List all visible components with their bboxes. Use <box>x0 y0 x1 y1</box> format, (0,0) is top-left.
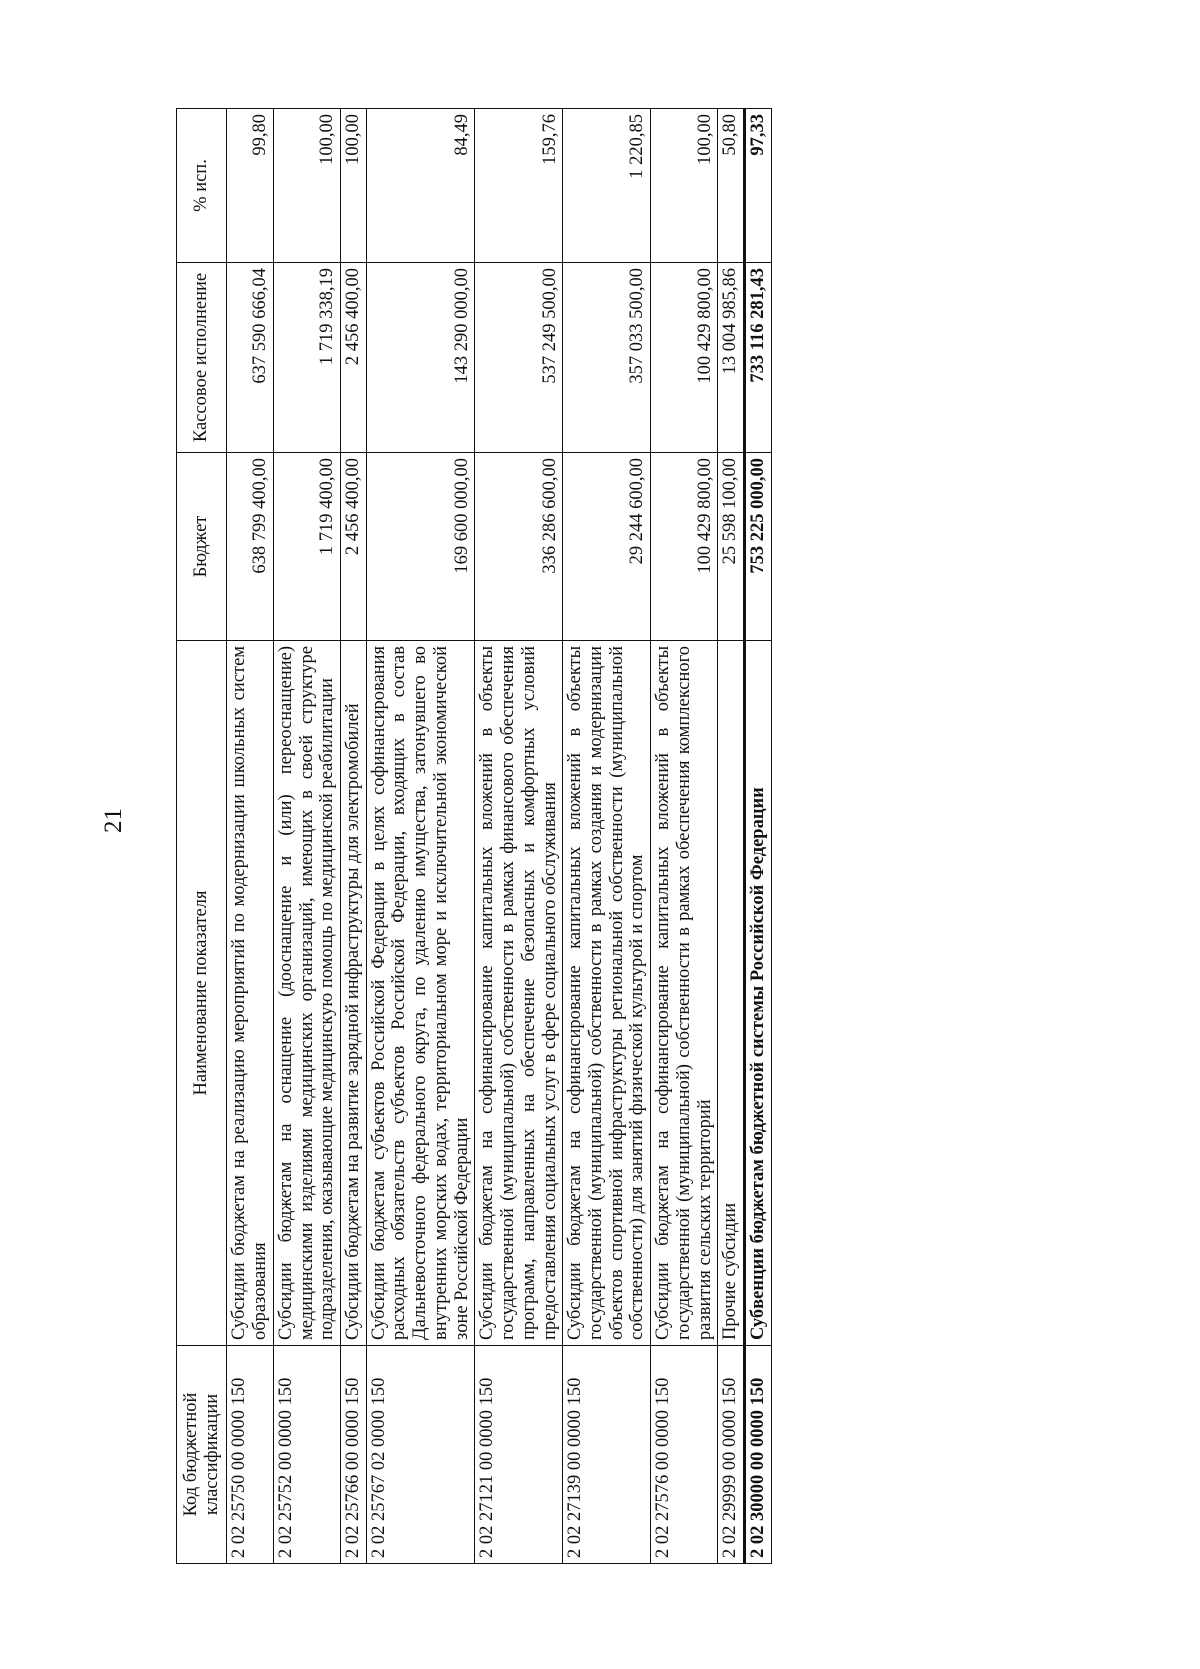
header-code: Код бюджетной классификации <box>177 1346 227 1564</box>
row-percent: 100,00 <box>273 109 340 263</box>
total-code: 2 02 30000 00 0000 150 <box>744 1346 771 1564</box>
row-name: Субсидии бюджетам на софинансирование капитальных вложений в объекты государственной (муниципальной) собственности в рамках создания и модернизации объектов спортивной инфраструктуры региональной собственности (муниципальной собственности) для занятий физической культурой и спортом <box>563 641 651 1346</box>
total-percent: 97,33 <box>744 109 771 263</box>
header-budget: Бюджет <box>177 453 227 641</box>
row-budget: 638 799 400,00 <box>227 453 273 641</box>
row-percent: 1 220,85 <box>563 109 651 263</box>
table-row <box>475 109 563 1564</box>
row-budget: 336 286 600,00 <box>475 453 563 641</box>
row-cash: 13 004 985,86 <box>718 263 745 453</box>
header-cash: Кассовое исполнение <box>177 263 227 453</box>
total-name: Субвенции бюджетам бюджетной системы Российской Федерации <box>744 641 771 1346</box>
row-budget: 29 244 600,00 <box>563 453 651 641</box>
total-budget: 753 225 000,00 <box>744 453 771 641</box>
page-number: 21 <box>100 808 127 833</box>
table-row <box>366 109 475 1564</box>
row-budget: 1 719 400,00 <box>273 453 340 641</box>
row-budget: 169 600 000,00 <box>366 453 475 641</box>
row-code: 2 02 25752 00 0000 150 <box>273 1346 340 1564</box>
table-row <box>341 109 367 1564</box>
row-percent: 50,80 <box>718 109 745 263</box>
row-code: 2 02 25750 00 0000 150 <box>227 1346 273 1564</box>
row-percent: 159,76 <box>475 109 563 263</box>
row-name: Субсидии бюджетам на софинансирование капитальных вложений в объекты государственной (муниципальной) собственности в рамках финансового обеспечения программ, направленных на обеспечение безопасных и комфортных условий предоставления социальных услуг в сфере социального обслуживания <box>475 641 563 1346</box>
row-cash: 1 719 338,19 <box>273 263 340 453</box>
row-budget: 2 456 400,00 <box>341 453 367 641</box>
row-percent: 100,00 <box>341 109 367 263</box>
table-row <box>227 109 273 1564</box>
table-row <box>718 109 745 1564</box>
total-cash: 733 116 281,43 <box>744 263 771 453</box>
row-code: 2 02 27121 00 0000 150 <box>475 1346 563 1564</box>
row-code: 2 02 25766 00 0000 150 <box>341 1346 367 1564</box>
row-name: Субсидии бюджетам на реализацию мероприятий по модернизации школьных систем образования <box>227 641 273 1346</box>
row-budget: 25 598 100,00 <box>718 453 745 641</box>
table-row <box>273 109 340 1564</box>
table-row <box>651 109 718 1564</box>
header-name: Наименование показателя <box>177 641 227 1346</box>
row-budget: 100 429 800,00 <box>651 453 718 641</box>
row-cash: 143 290 000,00 <box>366 263 475 453</box>
row-cash: 2 456 400,00 <box>341 263 367 453</box>
row-cash: 357 033 500,00 <box>563 263 651 453</box>
row-code: 2 02 25767 02 0000 150 <box>366 1346 475 1564</box>
row-percent: 100,00 <box>651 109 718 263</box>
budget-table <box>176 108 772 1564</box>
total-row <box>744 109 771 1564</box>
header-percent: % исп. <box>177 109 227 263</box>
row-code: 2 02 27139 00 0000 150 <box>563 1346 651 1564</box>
row-name: Прочие субсидии <box>718 641 745 1346</box>
row-name: Субсидии бюджетам субъектов Российской Федерации в целях софинансирования расходных обязательств субъектов Российской Федерации, входящих в состав Дальневосточного федерального округа, по удалению имущества, затонувшего во внутренних морских водах, территориальном море и исключительной экономической зоне Российской Федерации <box>366 641 475 1346</box>
row-code: 2 02 29999 00 0000 150 <box>718 1346 745 1564</box>
row-name: Субсидии бюджетам на развитие зарядной инфраструктуры для электромобилей <box>341 641 367 1346</box>
row-name: Субсидии бюджетам на оснащение (дооснащение и (или) переоснащение) медицинскими изделиями медицинских организаций, имеющих в своей структуре подразделения, оказывающие медицинскую помощь по медицинской реабилитации <box>273 641 340 1346</box>
row-cash: 100 429 800,00 <box>651 263 718 453</box>
row-percent: 99,80 <box>227 109 273 263</box>
table-header-row <box>177 109 227 1564</box>
rotated-table-wrapper <box>176 109 1036 1564</box>
row-code: 2 02 27576 00 0000 150 <box>651 1346 718 1564</box>
row-cash: 637 590 666,04 <box>227 263 273 453</box>
row-cash: 537 249 500,00 <box>475 263 563 453</box>
table-row <box>563 109 651 1564</box>
row-name: Субсидии бюджетам на софинансирование капитальных вложений в объекты государственной (муниципальной) собственности в рамках обеспечения комплексного развития сельских территорий <box>651 641 718 1346</box>
row-percent: 84,49 <box>366 109 475 263</box>
